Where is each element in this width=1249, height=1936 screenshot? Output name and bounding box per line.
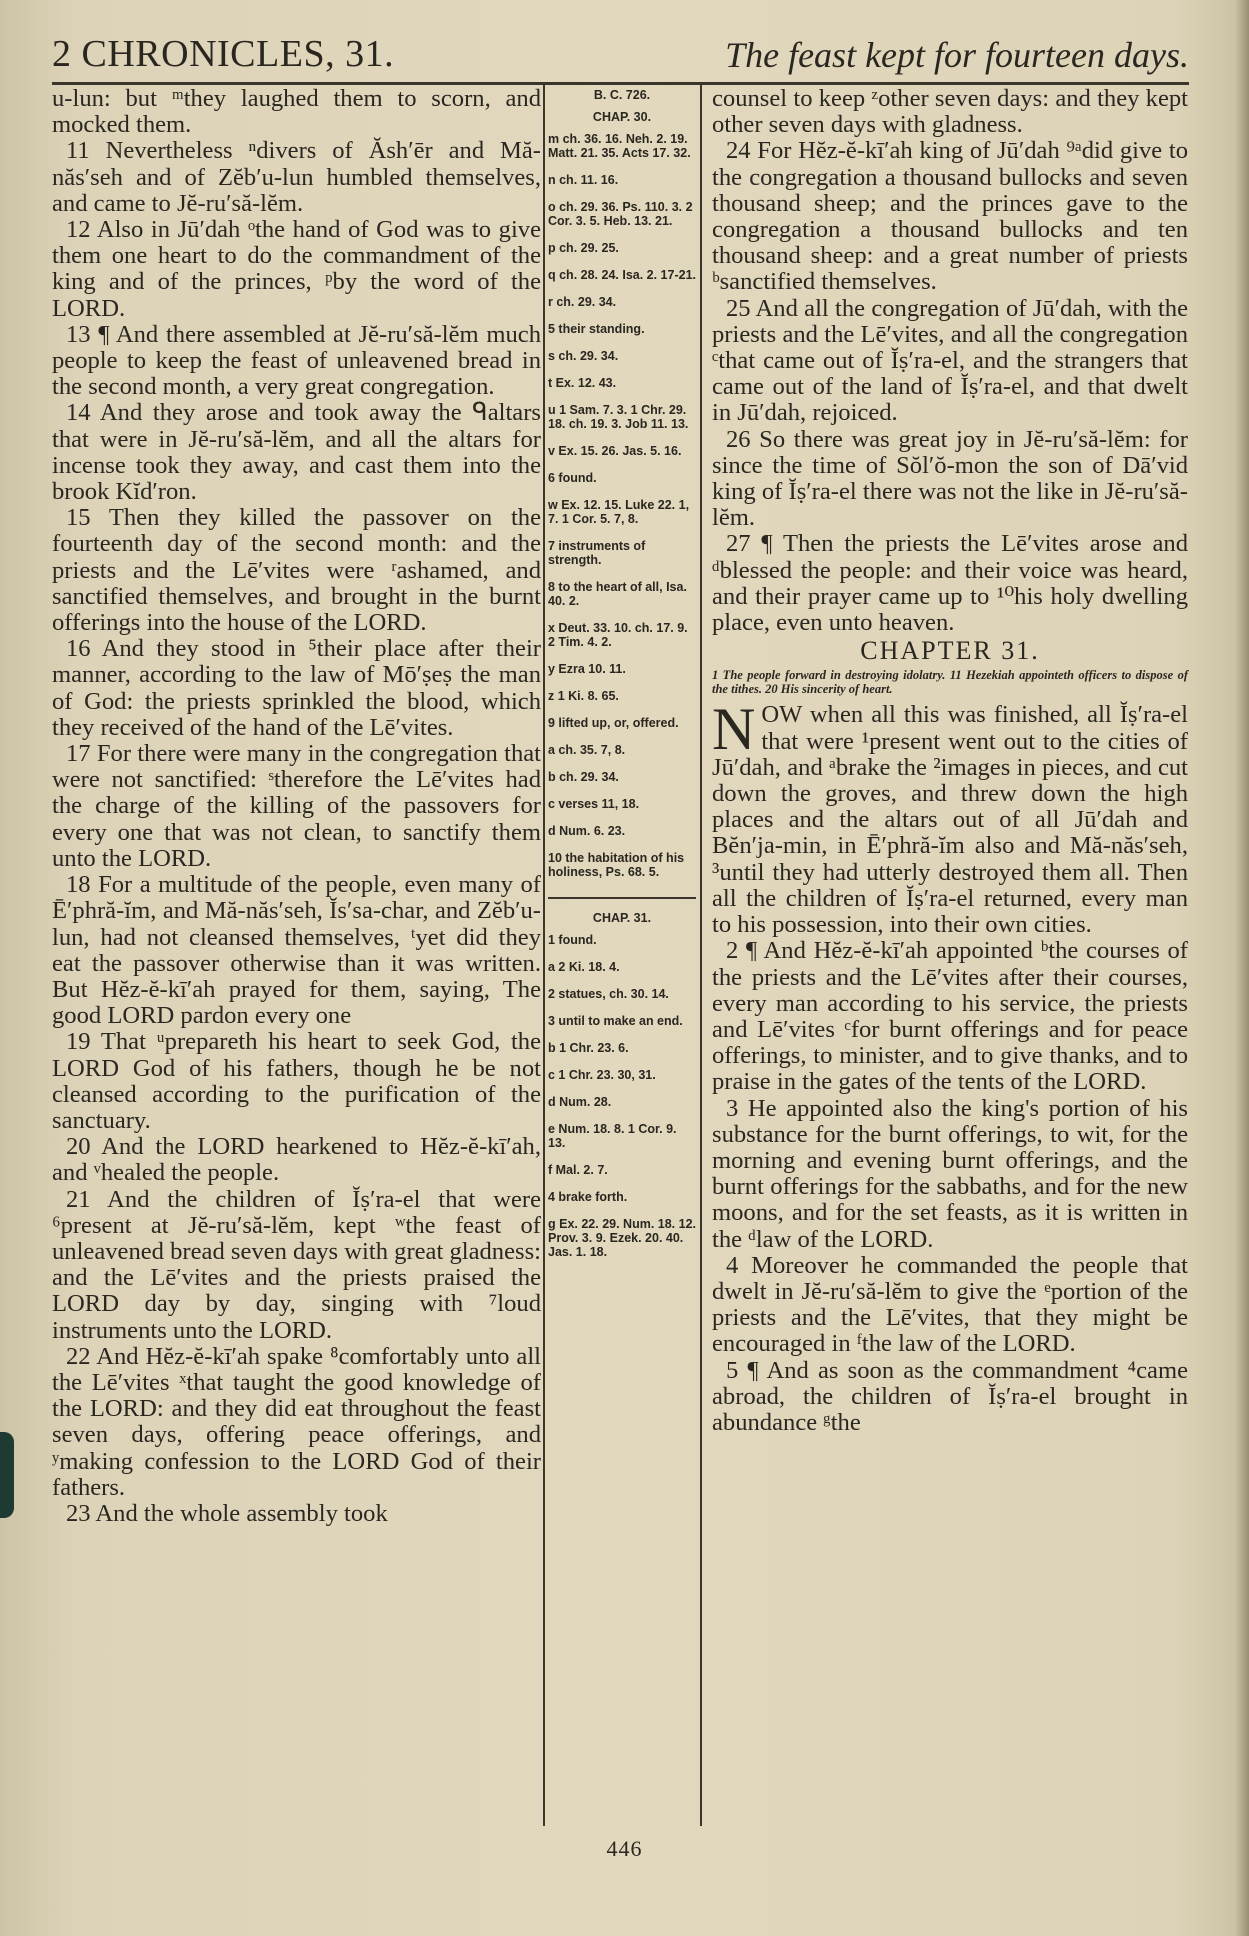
margin-note: a ch. 35. 7, 8.: [548, 743, 626, 757]
margin-note: c 1 Chr. 23. 30, 31.: [548, 1068, 656, 1082]
thumb-index-tab: [0, 1432, 14, 1518]
chapter-31-notes: [548, 933, 696, 1259]
verse: 19 That ᵘprepareth his heart to seek God, the LORD God of his fathers, though he be not cleansed according to the purification of the sanctuary.: [52, 1028, 541, 1134]
cross-reference-margin: [548, 88, 696, 1272]
margin-note: x Deut. 33. 10. ch. 17. 9. 2 Tim. 4. 2.: [548, 621, 688, 649]
margin-divider: [548, 897, 696, 899]
margin-note: 6 found.: [548, 471, 597, 485]
margin-note: r ch. 29. 34.: [548, 295, 617, 309]
margin-note: w Ex. 12. 15. Luke 22. 1, 7. 1 Cor. 5. 7, 8.: [548, 498, 690, 526]
running-header: [52, 30, 1189, 85]
verse: 22 And Hĕz-ĕ-kī′ah spake ⁸comfortably unto all the Lē′vites ˣthat taught the good knowledge of the LORD: and they did eat throughout the feast seven days, offering peace offerings, and ʸmaking confession to the LORD God of their fathers.: [52, 1342, 541, 1501]
right-text-column: [712, 86, 1188, 1436]
margin-note: b ch. 29. 34.: [548, 770, 619, 784]
column-divider-left: [543, 84, 545, 1826]
margin-note: 10 the habitation of his holiness, Ps. 68. 5.: [548, 851, 685, 879]
drop-cap: N: [712, 696, 756, 763]
book-chapter-title: 2 CHRONICLES, 31.: [52, 33, 395, 75]
verse: 27 ¶ Then the priests the Lē′vites arose and ᵈblessed the people: and their voice was heard, and their prayer came up to ¹⁰his holy dwelling place, even unto heaven.: [712, 530, 1188, 637]
margin-note: 2 statues, ch. 30. 14.: [548, 987, 669, 1001]
margin-note: b 1 Chr. 23. 6.: [548, 1041, 629, 1055]
chapter-30-notes: [548, 132, 696, 879]
verse: 2 ¶ And Hĕz-ĕ-kī′ah appointed ᵇthe courses of the priests and the Lē′vites after their courses, every man according to his service, the priests and Lē′vites ᶜfor burnt offerings and for peace offerings, to minister, and to give thanks, and to praise in the gates of the tents of the LORD.: [712, 937, 1188, 1096]
chapter-heading: CHAPTER 31.: [860, 636, 1040, 666]
verse: 3 He appointed also the king's portion of his substance for the burnt offerings, to wit, for the morning and evening burnt offerings, and the burnt offerings for the sabbaths, and for the new moons, and for the set feasts, as it is written in the ᵈlaw of the LORD.: [712, 1094, 1188, 1253]
margin-note: 1 found.: [548, 933, 597, 947]
margin-note: c verses 11, 18.: [548, 797, 640, 811]
column-divider-right: [700, 84, 702, 1826]
verse: 23 And the whole assembly took: [66, 1499, 388, 1527]
verse: u-lun: but ᵐthey laughed them to scorn, and mocked them.: [52, 85, 541, 139]
margin-note: u 1 Sam. 7. 3. 1 Chr. 29. 18. ch. 19. 3. Job 11. 13.: [548, 403, 689, 431]
margin-note: s ch. 29. 34.: [548, 349, 619, 363]
verse: 25 And all the congregation of Jū′dah, with the priests and the Lē′vites, and all the congregation ᶜthat came out of Ĭṣ′ra-el, and the strangers that came out of the land of Ĭṣ′ra-el, and that dwelt in Jū′dah, rejoiced.: [712, 294, 1188, 427]
margin-note: d Num. 28.: [548, 1095, 612, 1109]
verse: 20 And the LORD hearkened to Hĕz-ĕ-kī′ah, and ᵛhealed the people.: [52, 1133, 541, 1187]
chapter-31-label: CHAP. 31.: [592, 911, 652, 925]
margin-note: 4 brake forth.: [548, 1190, 628, 1204]
margin-note: q ch. 28. 24. Isa. 2. 17-21.: [548, 268, 697, 282]
chapter-summary: 1 The people forward in destroying idolatry. 11 Hezekiah appointeth officers to dispose of the tithes. 20 His sincerity of heart.: [712, 668, 1188, 697]
verse: [712, 696, 1188, 939]
margin-note: n ch. 11. 16.: [548, 173, 619, 187]
verse: 21 And the children of Ĭṣ′ra-el that were ⁶present at Jĕ-ru′să-lĕm, kept ʷthe feast of unleavened bread seven days with great gladness: and the Lē′vites and the priests praised the LORD day by day, singing with ⁷loud instruments unto the LORD.: [52, 1185, 541, 1344]
verse: 17 For there were many in the congregation that were not sanctified: ˢtherefore the Lē′vites had the charge of the killing of the passovers for every one that was not clean, to sanctify them unto the LORD.: [52, 740, 541, 872]
margin-note: d Num. 6. 23.: [548, 824, 626, 838]
date-label: B. C. 726.: [593, 88, 651, 102]
chapter-30-label: CHAP. 30.: [592, 110, 652, 124]
page-edge-shadow: [1235, 0, 1249, 1936]
margin-note: f Mal. 2. 7.: [548, 1163, 608, 1177]
margin-note: g Ex. 22. 29. Num. 18. 12. Prov. 3. 9. Ezek. 20. 40. Jas. 1. 18.: [548, 1217, 696, 1259]
verse: 18 For a multitude of the people, even many of Ē′phră-ĭm, and Mă-năs′seh, Ĭs′sa-char, and Zĕb′u-lun, had not cleansed themselves, ᵗyet did they eat the passover otherwise than it was written. But Hĕz-ĕ-kī′ah prayed for them, saying, The good LORD pardon every one: [52, 871, 541, 1030]
verse: 12 Also in Jū′dah ᵒthe hand of God was to give them one heart to do the commandment of the king and of the princes, ᵖby the word of the LORD.: [52, 216, 541, 322]
verse: 24 For Hĕz-ĕ-kī′ah king of Jū′dah ⁹ᵃdid give to the congregation a thousand bullocks and seven thousand sheep; and the princes gave to the congregation a thousand bullocks and ten thousand sheep: and a great number of priests ᵇsanctified themselves.: [712, 137, 1188, 296]
verse: 16 And they stood in ⁵their place after their manner, according to the law of Mō′ṣeṣ the man of God: the priests sprinkled the blood, which they received of the hand of the Lē′vites.: [52, 635, 541, 741]
margin-note: m ch. 36. 16. Neh. 2. 19. Matt. 21. 35. Acts 17. 32.: [548, 132, 691, 160]
margin-note: 9 lifted up, or, offered.: [548, 716, 679, 730]
verse: 11 Nevertheless ⁿdivers of Ăsh′ēr and Mă-năs′seh and of Zĕb′u-lun humbled themselves, and came to Jĕ-ru′să-lĕm.: [52, 137, 541, 217]
verse: 26 So there was great joy in Jĕ-ru′să-lĕm: for since the time of Sŏl′ŏ-mon the son of Dā′vid king of Ĭṣ′ra-el there was not the like in Jĕ-ru′să-lĕm.: [712, 425, 1188, 532]
verse: 5 ¶ And as soon as the commandment ⁴came abroad, the children of Ĭṣ′ra-el brought in abundance ᵍthe: [712, 1356, 1188, 1436]
margin-note: 8 to the heart of all, Isa. 40. 2.: [548, 580, 687, 608]
margin-note: y Ezra 10. 11.: [548, 662, 626, 676]
verse: 4 Moreover he commanded the people that dwelt in Jĕ-ru′să-lĕm to give the ᵉportion of the priests and the Lē′vites, that they might be encouraged in ᶠthe law of the LORD.: [712, 1251, 1188, 1358]
margin-note: v Ex. 15. 26. Jas. 5. 16.: [548, 444, 682, 458]
margin-note: 5 their standing.: [548, 322, 645, 336]
left-text-column: [52, 86, 541, 1527]
margin-note: z 1 Ki. 8. 65.: [548, 689, 619, 703]
page-number: 446: [606, 1836, 643, 1861]
margin-note: 3 until to make an end.: [548, 1014, 683, 1028]
margin-note: 7 instruments of strength.: [548, 539, 646, 567]
page-topic-title: The feast kept for fourteen days.: [725, 35, 1189, 75]
margin-note: p ch. 29. 25.: [548, 241, 619, 255]
margin-note: t Ex. 12. 43.: [548, 376, 617, 390]
margin-note: e Num. 18. 8. 1 Cor. 9. 13.: [548, 1122, 677, 1150]
verse: 15 Then they killed the passover on the fourteenth day of the second month: and the priests and the Lē′vites were ʳashamed, and sanctified themselves, and brought in the burnt offerings into the house of the LORD.: [52, 504, 541, 637]
verse: counsel to keep ᶻother seven days: and they kept other seven days with gladness.: [712, 85, 1188, 139]
margin-note: a 2 Ki. 18. 4.: [548, 960, 620, 974]
margin-note: o ch. 29. 36. Ps. 110. 3. 2 Cor. 3. 5. Heb. 13. 21.: [548, 200, 693, 228]
verse-text: OW when all this was finished, all Ĭṣ′ra-el that were ¹present went out to the cities of Jū′dah, and ᵃbrake the ²images in pieces, and cut down the groves, and threw down the high places and the altars out of all Jū′dah and Bĕn′ja-min, in Ē′phră-ĭm also and Mă-năs′seh, ³until they had utterly destroyed them all. Then all the children of Ĭṣ′ra-el returned, every man to his possession, into their own cities.: [712, 701, 1188, 939]
verse: 13 ¶ And there assembled at Jĕ-ru′să-lĕm much people to keep the feast of unleavened bread in the second month, a very great congregation.: [52, 320, 541, 401]
verse: 14 And they arose and took away the ᑫaltars that were in Jĕ-ru′să-lĕm, and all the altars for incense took they away, and cast them into the brook Kĭd′ron.: [52, 399, 541, 506]
